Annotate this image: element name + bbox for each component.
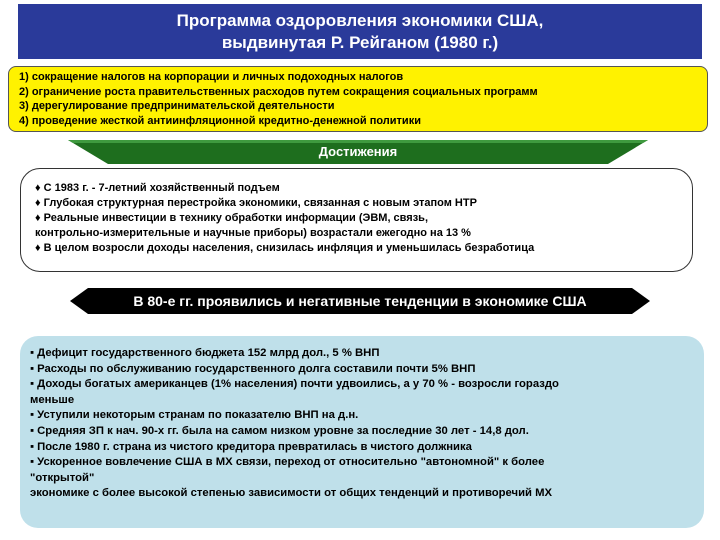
negative-item: "открытой" — [30, 471, 95, 484]
program-item: 4) проведение жесткой антиинфляционной кредитно-денежной политики — [19, 114, 421, 127]
negative-item: ▪ Доходы богатых американцев (1% населения) почти удвоились, а у 70 % - возросли гораздо — [30, 378, 559, 391]
negatives-banner — [70, 288, 650, 314]
negative-item: ▪ Дефицит государственного бюджета 152 млрд дол., 5 % ВНП — [30, 347, 380, 359]
achievement-item: ♦ Глубокая структурная перестройка экономики, связанная с новым этапом НТР — [35, 197, 477, 209]
program-list — [8, 66, 708, 132]
program-item: 1) сокращение налогов на корпорации и личных подоходных налогов — [19, 71, 404, 83]
title-line-2: выдвинутая Р. Рейганом (1980 г.) — [221, 32, 499, 52]
achievement-item: ♦ В целом возросли доходы населения, снизилась инфляция и уменьшилась безработица — [35, 242, 535, 254]
negative-item: экономике с более высокой степенью зависимости от общих тенденций и противоречий МХ — [30, 487, 553, 500]
program-item: 3) дерегулирование предпринимательской деятельности — [19, 100, 335, 112]
achievement-item: ♦ Реальные инвестиции в технику обработки информации (ЭВМ, связь, — [35, 212, 428, 224]
negative-item: ▪ После 1980 г. страна из чистого кредитора превратилась в чистого должника — [30, 440, 472, 453]
negative-item: ▪ Средняя ЗП к нач. 90-х гг. была на самом низком уровне за последние 30 лет - 14,8 дол. — [30, 424, 529, 437]
negatives-list — [20, 336, 704, 528]
negative-item: меньше — [30, 393, 75, 406]
negative-item: ▪ Расходы по обслуживанию государственного долга составили почти 5% ВНП — [30, 362, 476, 375]
program-item: 2) ограничение роста правительственных расходов путем сокращения социальных программ — [19, 85, 538, 98]
achievements-list — [20, 168, 693, 272]
achievement-item: ♦ С 1983 г. - 7-летний хозяйственный подъем — [35, 182, 280, 194]
title-line-1: Программа оздоровления экономики США, — [176, 10, 544, 30]
negatives-heading: В 80-е гг. проявились и негативные тенденции в экономике США — [133, 293, 587, 309]
negative-item: ▪ Ускоренное вовлечение США в МХ связи, переход от относительно "автономной" к более — [30, 456, 545, 469]
negative-item: ▪ Уступили некоторым странам по показателю ВНП на д.н. — [30, 409, 359, 422]
title-banner — [18, 4, 702, 59]
achievement-item: контрольно-измерительные и научные приборы) возрастали ежегодно на 13 % — [35, 227, 471, 239]
achievements-banner — [68, 140, 648, 164]
achievements-heading: Достижения — [318, 144, 398, 159]
